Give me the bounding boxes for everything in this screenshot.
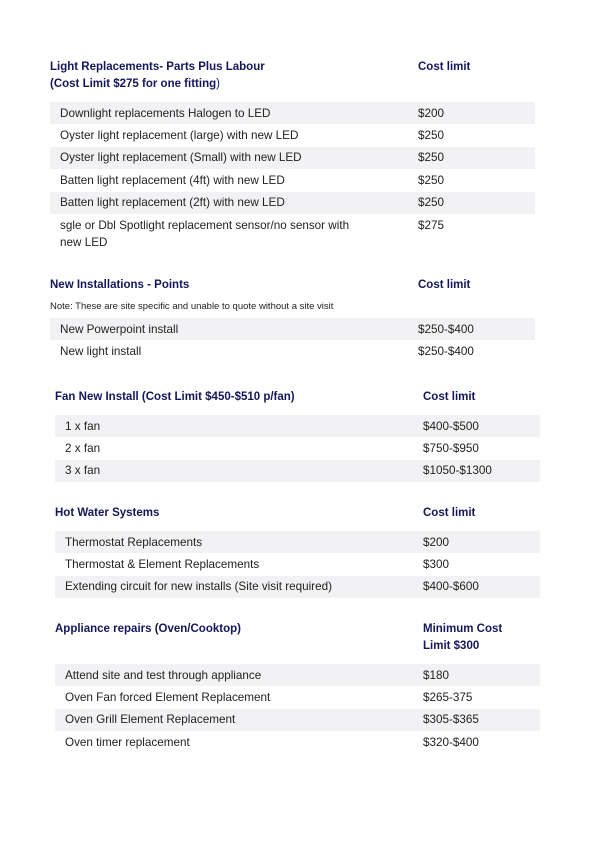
row-description: Oyster light replacement (Small) with new LED — [60, 151, 302, 165]
row-description: Downlight replacements Halogen to LED — [60, 106, 271, 120]
section-appliance-repairs — [55, 621, 545, 754]
table-row — [55, 460, 540, 482]
table-row — [50, 169, 535, 191]
row-cost: $300 — [423, 558, 450, 572]
row-description: Oven timer replacement — [65, 735, 190, 749]
table-row — [55, 553, 540, 575]
price-table — [50, 318, 535, 363]
table-row — [50, 124, 535, 146]
cost-column-header: Cost limit — [418, 279, 471, 291]
cost-column-header: Cost limit — [418, 61, 471, 73]
section-header — [50, 59, 540, 93]
row-description: Extending circuit for new installs (Site visit required) — [65, 580, 332, 594]
price-table — [55, 415, 540, 482]
row-cost: $250 — [418, 196, 445, 210]
row-description: Thermostat & Element Replacements — [65, 558, 260, 572]
row-cost: $180 — [423, 668, 450, 682]
price-table — [55, 664, 540, 754]
row-cost: $275 — [418, 218, 445, 232]
row-description: New Powerpoint install — [60, 322, 179, 336]
section-fan-install — [55, 389, 545, 482]
row-description: 3 x fan — [65, 464, 101, 478]
table-row — [55, 664, 540, 686]
row-cost: $200 — [423, 535, 450, 549]
row-cost: $250 — [418, 129, 445, 143]
section-title: Fan New Install (Cost Limit $450-$510 p/fan) — [55, 391, 295, 403]
table-row — [55, 531, 540, 553]
section-header — [50, 277, 540, 294]
table-row — [55, 709, 540, 731]
row-description: Batten light replacement (4ft) with new LED — [60, 173, 285, 187]
section-subtitle-paren: ) — [216, 78, 220, 90]
row-cost: $200 — [418, 106, 445, 120]
section-header — [55, 621, 545, 657]
row-description: Thermostat Replacements — [65, 535, 203, 549]
row-cost: $400-$600 — [423, 580, 479, 594]
row-cost: $250 — [418, 173, 445, 187]
table-row — [50, 102, 535, 124]
table-row — [50, 318, 535, 340]
row-description: 2 x fan — [65, 442, 101, 456]
table-row — [55, 415, 540, 437]
row-description: Batten light replacement (2ft) with new LED — [60, 196, 285, 210]
row-cost: $1050-$1300 — [423, 464, 492, 478]
row-description: Attend site and test through appliance — [65, 668, 262, 682]
section-subtitle — [50, 76, 540, 93]
row-description: Oven Grill Element Replacement — [65, 713, 236, 727]
section-hot-water — [55, 505, 545, 598]
row-cost: $250-$400 — [418, 322, 474, 336]
table-row — [55, 731, 540, 753]
row-cost: $320-$400 — [423, 735, 479, 749]
section-title: Hot Water Systems — [55, 507, 160, 519]
row-description: Oyster light replacement (large) with new LED — [60, 129, 299, 143]
section-note: Note: These are site specific and unable to quote without a site visit — [50, 301, 334, 312]
row-cost: $400-$500 — [423, 419, 479, 433]
section-title: New Installations - Points — [50, 279, 190, 291]
table-row — [55, 437, 540, 459]
row-description: 1 x fan — [65, 419, 101, 433]
row-description: sgle or Dbl Spotlight replacement sensor/no sensor with new LED — [60, 218, 350, 249]
price-table — [50, 102, 535, 253]
table-row — [50, 147, 535, 169]
section-light-replacements — [50, 59, 540, 253]
price-table — [55, 531, 540, 598]
table-row — [50, 340, 535, 362]
section-subtitle-bold: (Cost Limit $275 for one fitting — [50, 78, 217, 90]
row-cost: $265-375 — [423, 691, 473, 705]
row-cost: $250-$400 — [418, 345, 474, 359]
section-title: Light Replacements- Parts Plus Labour — [50, 61, 265, 73]
table-row — [50, 214, 535, 253]
row-cost: $250 — [418, 151, 445, 165]
section-title: Appliance repairs (Oven/Cooktop) — [55, 623, 241, 635]
table-row — [55, 686, 540, 708]
section-new-installations — [50, 277, 540, 363]
row-cost: $305-$365 — [423, 713, 479, 727]
table-row — [55, 576, 540, 598]
row-cost: $750-$950 — [423, 442, 479, 456]
table-row — [50, 192, 535, 214]
cost-column-header: Minimum Cost Limit $300 — [423, 623, 503, 652]
cost-column-header: Cost limit — [423, 391, 476, 403]
cost-column-header: Cost limit — [423, 507, 476, 519]
section-header — [55, 505, 545, 522]
row-description: Oven Fan forced Element Replacement — [65, 691, 271, 705]
row-description: New light install — [60, 345, 142, 359]
section-header — [55, 389, 545, 406]
